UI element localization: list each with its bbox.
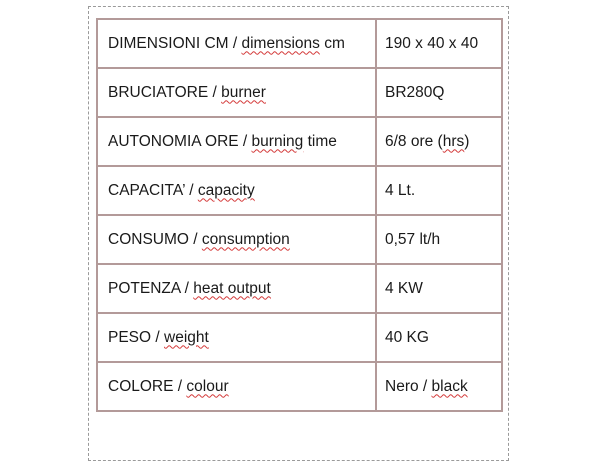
row-value: BR280Q (376, 68, 502, 117)
label-english-rest: time (303, 132, 337, 150)
row-value: 40 KG (376, 313, 502, 362)
spec-table (96, 18, 503, 412)
label-english: weight (164, 328, 209, 346)
row-label (97, 117, 376, 166)
label-italian: AUTONOMIA ORE / (108, 132, 252, 150)
label-italian: POTENZA / (108, 279, 194, 297)
table-row (97, 68, 502, 117)
row-label (97, 313, 376, 362)
label-english: capacity (197, 181, 255, 199)
row-value: 190 x 40 x 40 (376, 19, 502, 68)
row-value: 4 KW (376, 264, 502, 313)
row-label (97, 166, 376, 215)
value-text: Nero / (385, 377, 432, 395)
row-value: 4 Lt. (376, 166, 502, 215)
table-row (97, 313, 502, 362)
row-value: 0,57 lt/h (376, 215, 502, 264)
label-italian: COLORE / (108, 377, 187, 395)
label-italian: DIMENSIONI CM / (108, 34, 242, 52)
label-italian: BRUCIATORE / (108, 83, 222, 101)
row-value (376, 117, 502, 166)
label-english: heat output (193, 279, 271, 297)
table-row (97, 215, 502, 264)
label-italian: CONSUMO / (108, 230, 202, 248)
label-english: burner (221, 83, 266, 101)
value-text-end: ) (464, 132, 470, 150)
label-english: burning (251, 132, 304, 150)
row-label (97, 68, 376, 117)
label-italian: CAPACITA’ / (108, 181, 198, 199)
row-label (97, 215, 376, 264)
row-label (97, 264, 376, 313)
label-english: colour (186, 377, 229, 395)
label-english: dimensions (241, 34, 320, 52)
row-label (97, 19, 376, 68)
label-english-rest: cm (319, 34, 345, 52)
label-italian: PESO / (108, 328, 164, 346)
row-label (97, 362, 376, 411)
table-row (97, 19, 502, 68)
table-row (97, 264, 502, 313)
table-row (97, 166, 502, 215)
table-row (97, 117, 502, 166)
value-text-underlined: hrs (442, 132, 465, 150)
label-english: consumption (201, 230, 290, 248)
table-row (97, 362, 502, 411)
value-text: 6/8 ore ( (385, 132, 443, 150)
row-value (376, 362, 502, 411)
value-text-underlined: black (431, 377, 468, 395)
